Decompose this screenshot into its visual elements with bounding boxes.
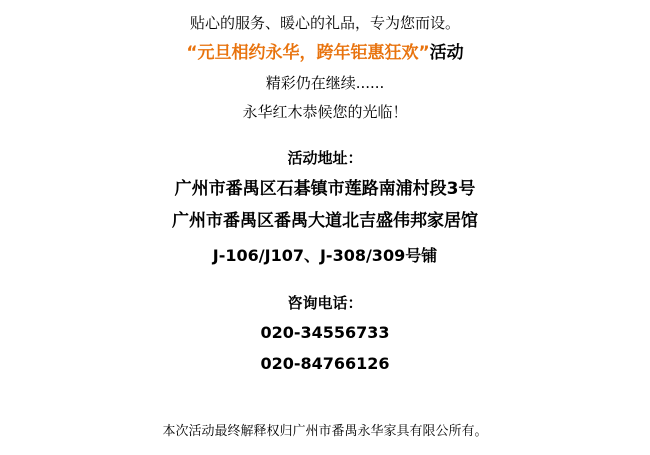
address-line-1: 广州市番禺区石碁镇市莲路南浦村段3号	[174, 178, 476, 199]
address-title: 活动地址：	[287, 149, 363, 167]
contact-title: 咨询电话：	[287, 293, 363, 312]
spacer-after-intro	[0, 123, 650, 145]
contact-phone-1: 020-34556733	[260, 323, 390, 342]
spacer-after-contact	[0, 376, 650, 398]
address-shop-numbers: J-106/J107、J-308/309号铺	[212, 245, 438, 265]
spacer-after-address	[0, 268, 650, 290]
contact-phone-2: 020-84766126	[260, 354, 390, 373]
intro-line-3: 永华红木恭候您的光临！	[242, 102, 408, 121]
intro-line-2: 精彩仍在继续......	[265, 74, 385, 92]
spacer-before-footer	[0, 398, 650, 412]
address-line-2: 广州市番禺区番禺大道北吉盛伟邦家居馆	[172, 211, 478, 231]
intro-line-1: 贴心的服务、暖心的礼品，专为您而设。	[189, 14, 460, 32]
event-headline	[0, 41, 650, 67]
event-headline-tail: 活动	[429, 42, 464, 63]
disclaimer-text: 本次活动最终解释权归广州市番禺永华家具有限公所有。	[162, 424, 488, 439]
event-headline-quoted: “元旦相约永华，跨年钜惠狂欢”	[186, 42, 430, 63]
